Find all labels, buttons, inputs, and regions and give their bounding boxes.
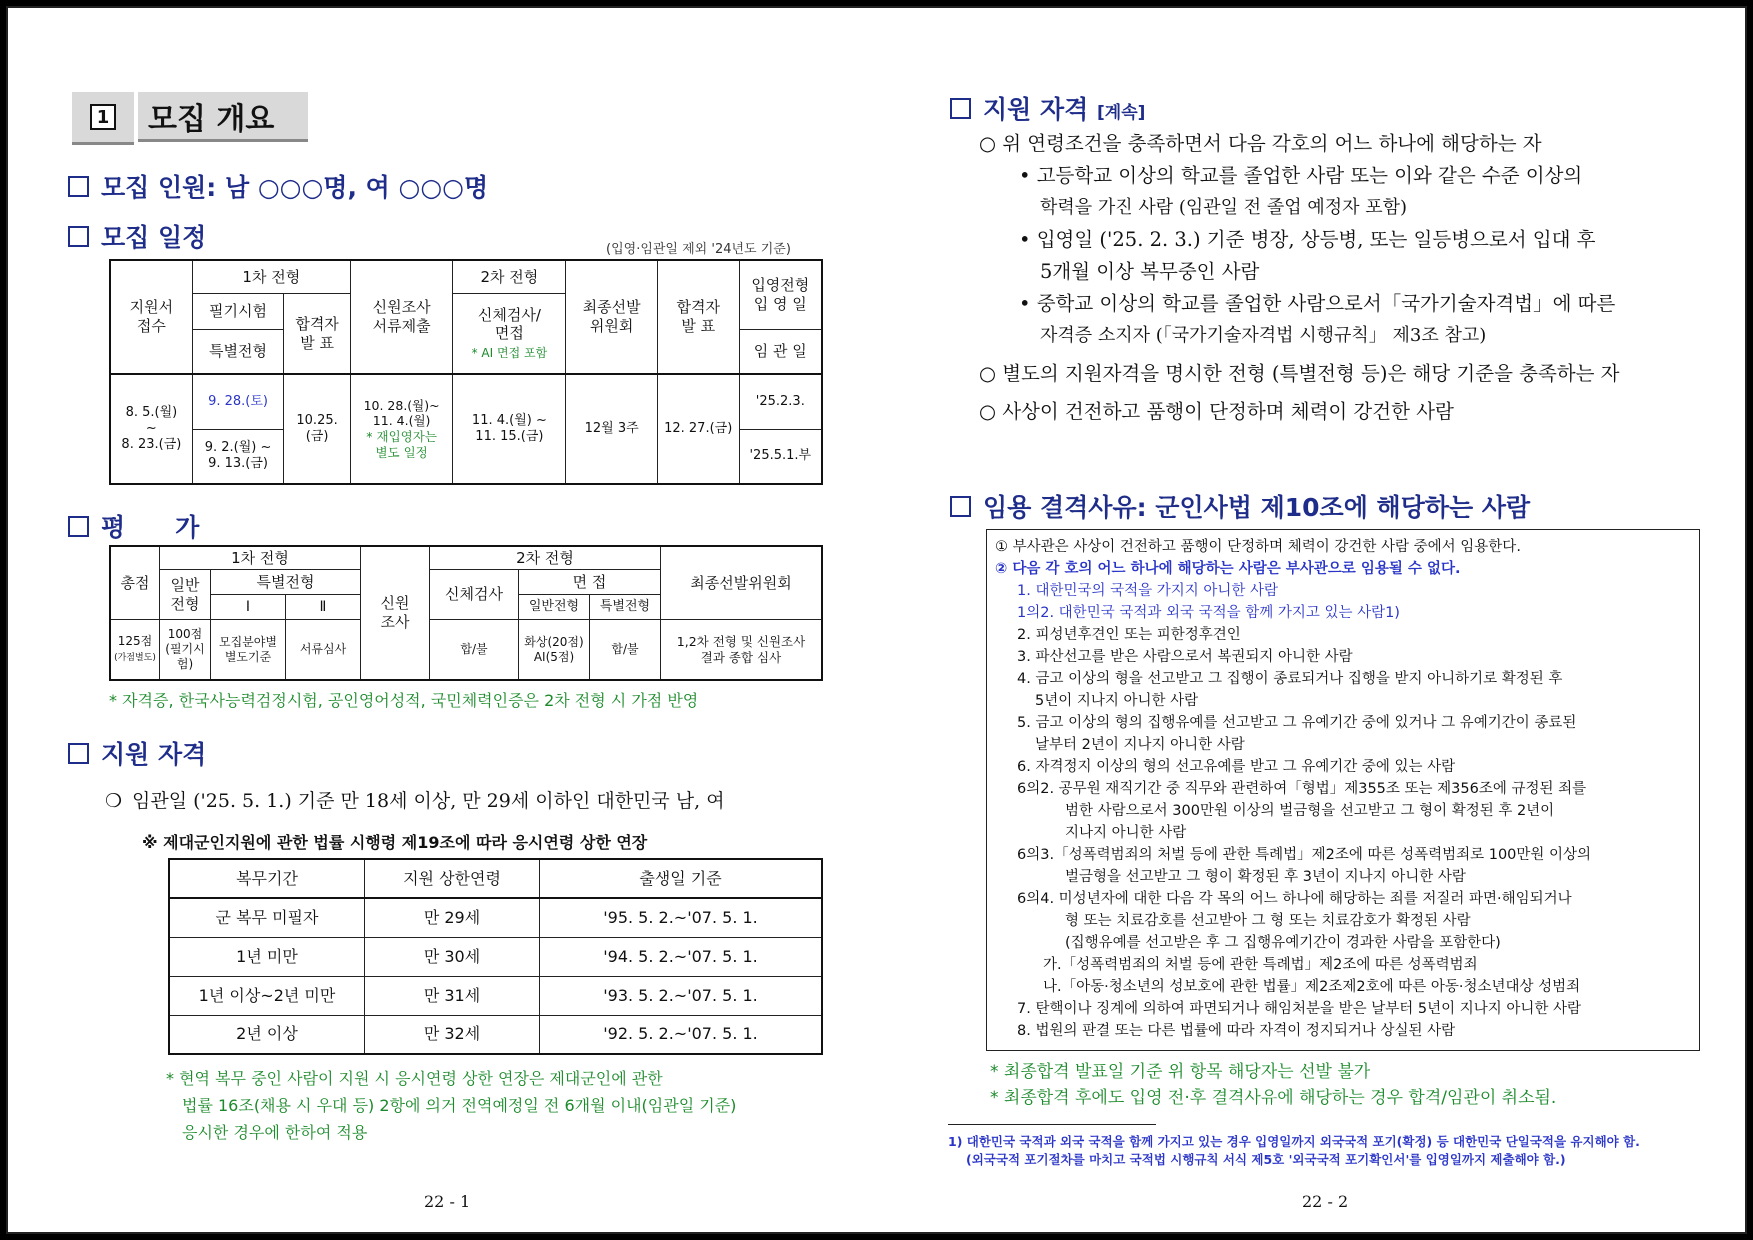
disqualification-heading: 임용 결격사유: 군인사법 제10조에 해당하는 사람: [950, 488, 1530, 524]
disqualification-note-2: * 최종합격 후에도 입영 전·후 결격사유에 해당하는 경우 합격/임관이 취소됨.: [990, 1088, 1557, 1108]
age-table: [168, 858, 823, 1055]
age-table-cell: 만 30세: [365, 937, 540, 976]
disqualification-box: ① 부사관은 사상이 건전하고 품행이 단정하며 체력이 강건한 사람 중에서 임용한다. ② 다음 각 호의 어느 하나에 해당하는 사람은 부사관으로 임용될 수 없다. 1. 대한민국의 국적을 가지지 아니한 사람 1의2. 대한민국 국적과 외국 국적을 함께 가지고 있는 사람1) 2. 피성년후견인 또는 피한정후견인 3. 파산선고를 받은 사람으로서 복권되지 아니한 사람 4. 금고 이상의 형을 선고받고 그 집행이 종료되거나 집행을 받지 아니하기로 확정된 후 5년이 지나지 아니한 사람 5. 금고 이상의 형의 집행유예를 선고받고 그 유예기간 중에 있거나 그 유예기간이 종료된 날부터 2년이 지나지 아니한 사람 6. 자격정지 이상의 형의 선고유예를 받고 그 유예기간 중에 있는 사람 6의2. 공무원 재직기간 중 직무와 관련하여「형법」제355조 또는 제356조에 규정된 죄를 범한 사람으로서 300만원 이상의 벌금형을 선고받고 그 형이 확정된 후 2년이 지나지 아니한 사람 6의3.「성폭력범죄의 처벌 등에 관한 특례법」제2조에 따른 성폭력범죄로 100만원 이상의 벌금형을 선고받고 그 형이 확정된 후 3년이 지나지 아니한 사람 6의4. 미성년자에 대한 다음 각 목의 어느 하나에 해당하는 죄를 저질러 파면·해임되거나 형 또는 치료감호를 선고받아 그 형 또는 치료감호가 확정된 사람 (집행유예를 선고받은 후 그 집행유예기간이 경과한 사람을 포함한다) 가.「성폭력범죄의 처벌 등에 관한 특례법」제2조에 따른 성폭력범죄 나.「아동·청소년의 성보호에 관한 법률」제2조제2호에 따른 아동·청소년대상 성범죄 7. 탄핵이나 징계에 의하여 파면되거나 해임처분을 받은 날부터 5년이 지나지 아니한 사람 8. 법원의 판결 또는 다른 법률에 따라 자격이 정지되거나 상실된 사람: [986, 529, 1700, 1051]
age-table-cell: 만 32세: [365, 1015, 540, 1054]
age-note-1: * 현역 복무 중인 사람이 지원 시 응시연령 상한 연장은 제대군인에 관한: [166, 1069, 663, 1088]
age-table-cell: '93. 5. 2.~'07. 5. 1.: [540, 976, 823, 1015]
evaluation-note: * 자격증, 한국사능력검정시험, 공인영어성적, 국민체력인증은 2차 전형 시 가점 반영: [109, 691, 699, 710]
schedule-note: (입영·임관일 제외 '24년도 기준): [606, 242, 791, 257]
age-table-row: [169, 937, 822, 976]
age-requirement: ❍ 임관일 ('25. 5. 1.) 기준 만 18세 이상, 만 29세 이하인 대한민국 남, 여: [105, 790, 725, 812]
footnote-rule: [948, 1124, 1156, 1125]
evaluation-heading: 평 가: [68, 508, 199, 544]
page-number-right: 22 - 2: [1302, 1192, 1349, 1211]
recruit-count-heading: 모집 인원: 남 ○○○명, 여 ○○○명: [68, 168, 488, 204]
page-number-left: 22 - 1: [424, 1192, 471, 1211]
section-number: 1: [90, 104, 116, 130]
age-table-cell: 만 31세: [365, 976, 540, 1015]
qualification-heading: 지원 자격: [68, 735, 206, 771]
age-note-2: 법률 16조(채용 시 우대 등) 2항에 의거 전역예정일 전 6개월 이내(임관일 기준): [182, 1096, 737, 1115]
age-table-cell: 2년 이상: [169, 1015, 365, 1054]
schedule-heading: 모집 일정: [68, 218, 206, 254]
age-table-row: [169, 976, 822, 1015]
age-table-header: 출생일 기준: [540, 859, 823, 898]
age-table-row: [169, 898, 822, 937]
age-table-cell: '92. 5. 2.~'07. 5. 1.: [540, 1015, 823, 1054]
schedule-table: 지원서 접수 1차 전형 신원조사 서류제출 2차 전형 최종선발 위원회 합격자 발 표 입영전형 입 영 일 필기시험 합격자 발 표 신체검사/ 면접 * AI 면접 포함 특별전형 임 관 일 8. 5.(월) ~ 8. 23.(금) 9. 28.(토) 10.25.(금) 10. 28.(월)~ 11. 4.(월) * 재입영자는 별도 일정 11. 4.(월) ~ 11. 15.(금) 12월 3주 12. 27.(금) '25.2.3. 9. 2.(월) ~ 9. 13.(금) '25.5.1.부: [109, 259, 823, 485]
age-table-cell: '95. 5. 2.~'07. 5. 1.: [540, 898, 823, 937]
age-table-header: 지원 상한연령: [365, 859, 540, 898]
age-note-3: 응시한 경우에 한하여 적용: [182, 1123, 368, 1142]
age-table-cell: 군 복무 미필자: [169, 898, 365, 937]
age-table-cell: '94. 5. 2.~'07. 5. 1.: [540, 937, 823, 976]
section-title: 모집 개요: [138, 92, 308, 142]
disqualification-note-1: * 최종합격 발표일 기준 위 항목 해당자는 선발 불가: [990, 1062, 1371, 1082]
age-table-cell: 만 29세: [365, 898, 540, 937]
evaluation-table: 총점 1차 전형 신원 조사 2차 전형 최종선발위원회 일반 전형 특별전형 신체검사 면 접 Ⅰ Ⅱ 일반전형 특별전형 125점 (가점별도) 100점 (필기시험) 모집분야별 별도기준 서류심사 합/불 화상(20점) AI(5점) 합/불 1,2차 전형 및 신원조사 결과 종합 심사: [109, 545, 823, 681]
age-table-cell: 1년 이상~2년 미만: [169, 976, 365, 1015]
section-title-box: [72, 92, 308, 142]
qualification-cont-list: ○ 위 연령조건을 충족하면서 다음 각호의 어느 하나에 해당하는 자 • 고등학교 이상의 학교를 졸업한 사람 또는 이와 같은 수준 이상의 학력을 가진 사람 (임관일 전 졸업 예정자 포함) • 입영일 ('25. 2. 3.) 기준 병장, 상등병, 또는 일등병으로서 입대 후 5개월 이상 복무중인 사람 • 중학교 이상의 학교를 졸업한 사람으로서「국가기술자격법」에 따른 자격증 소지자 (「국가기술자격법 시행규칙」 제3조 참고) ○ 별도의 지원자격을 명시한 전형 (특별전형 등)은 해당 기준을 충족하는 자 ○ 사상이 건전하고 품행이 단정하며 체력이 강건한 사람: [979, 132, 1620, 423]
hdr-apply: 지원서 접수: [110, 260, 192, 374]
footnote: 1) 대한민국 국적과 외국 국적을 함께 가지고 있는 경우 입영일까지 외국국적 포기(확정) 등 대한민국 단일국적을 유지해야 함. (외국국적 포기절차를 마치고 국적법 시행규칙 서식 제5호 '외국국적 포기확인서'를 입영일까지 제출해야 함.): [948, 1134, 1640, 1167]
age-extension-title: ※ 제대군인지원에 관한 법률 시행령 제19조에 따라 응시연령 상한 연장: [142, 833, 648, 852]
document-page: [6, 6, 1747, 1234]
age-table-cell: 1년 미만: [169, 937, 365, 976]
age-table-row: [169, 1015, 822, 1054]
qualification-cont-heading: 지원 자격 [계속]: [950, 90, 1145, 126]
age-table-header: 복무기간: [169, 859, 365, 898]
